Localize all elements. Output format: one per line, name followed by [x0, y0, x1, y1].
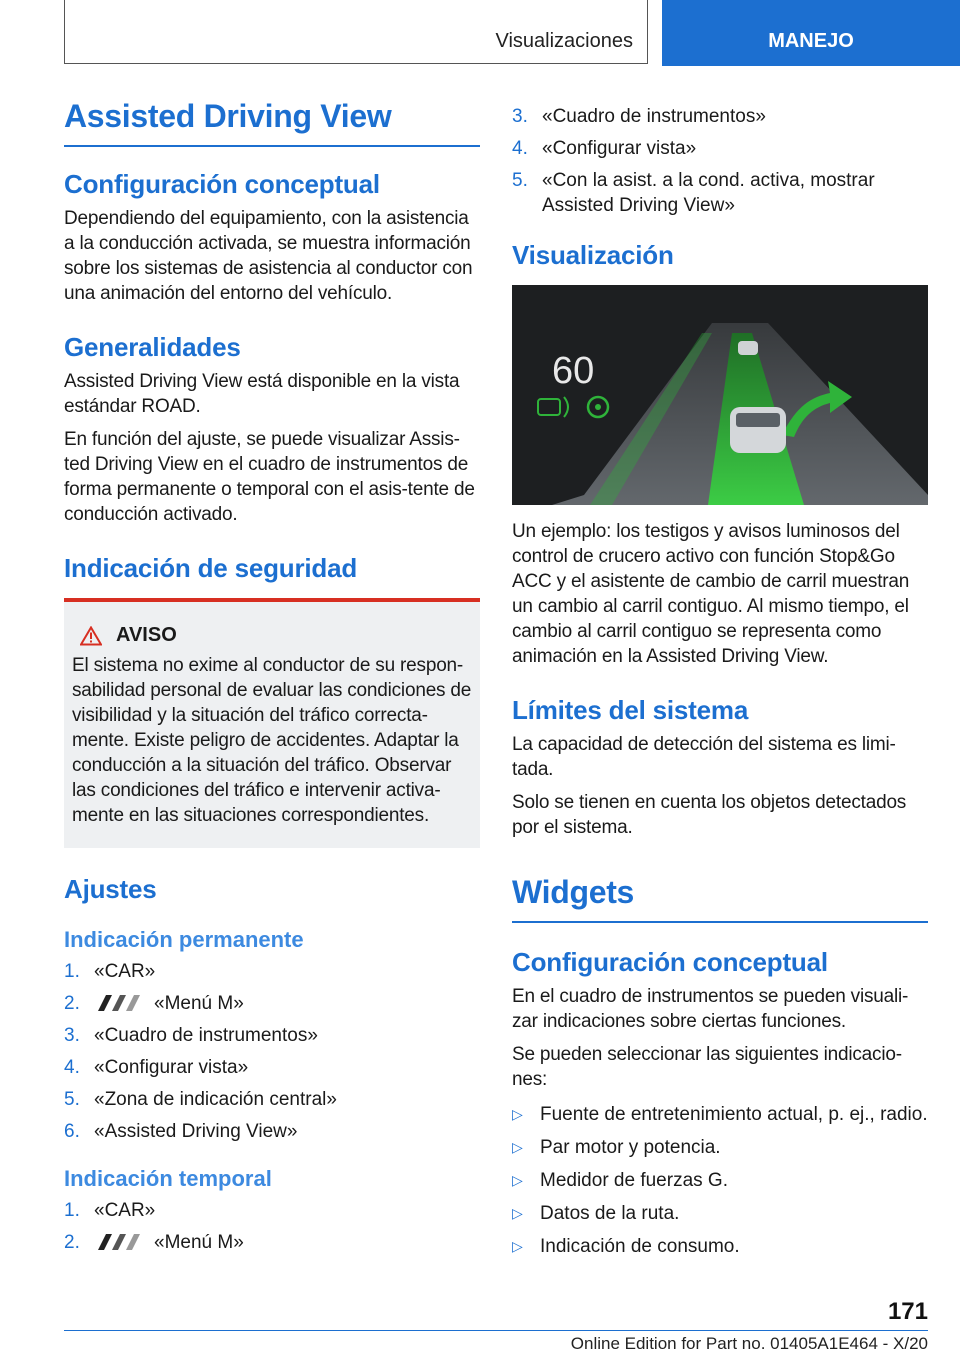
list-item: 2. «Menú M» [64, 1232, 244, 1253]
limits-paragraph-2: Solo se tienen en cuenta los objetos detectados por el sistema. [512, 792, 907, 838]
page-number: 171 [887, 1298, 928, 1325]
warning-box [64, 598, 480, 848]
list-item: 4. «Configurar vista» [512, 138, 697, 159]
list-item: 3. «Cuadro de instrumentos» [64, 1025, 318, 1046]
concept-heading: Configuración conceptual [64, 169, 380, 199]
cluster-illustration [512, 285, 928, 505]
widgets-paragraph-1: En el cuadro de instrumentos se pueden visuali-zar indicaciones sobre ciertas funciones. [512, 986, 909, 1032]
concept-text: Dependiendo del equipamiento, con la asistencia a la conducción activada, se muestra información sobre los sistemas de asistencia al conductor con una animación del entorno del vehículo. [64, 208, 473, 304]
section-tab [64, 0, 648, 64]
permanent-heading: Indicación permanente [64, 927, 304, 952]
chapter-tab: MANEJO [662, 0, 960, 66]
list-item: 4. «Configurar vista» [64, 1057, 249, 1078]
edition-text: Online Edition for Part no. 01405A1E464 - X/20 [570, 1334, 928, 1353]
widgets-title: Widgets [512, 874, 928, 923]
list-item: 1. «CAR» [64, 1200, 156, 1221]
section-title: Visualizaciones [495, 30, 633, 52]
page-title: Assisted Driving View [64, 98, 480, 147]
limits-heading: Límites del sistema [512, 695, 749, 725]
list-item: ▷ Par motor y potencia. [512, 1137, 721, 1158]
display-text: Un ejemplo: los testigos y avisos luminosos del control de crucero activo con función Stop&Go ACC y el asistente de cambio de carril muestran un cambio al carril contiguo. Al mismo tiempo, el cambio al carril contiguo se representa como animación en la Assisted Driving View. [512, 521, 910, 667]
temporal-heading: Indicación temporal [64, 1166, 272, 1191]
general-paragraph-1: Assisted Driving View está disponible en la vista estándar ROAD. [64, 371, 460, 417]
warning-triangle-icon [80, 626, 102, 646]
list-item: 5. «Con la asist. a la cond. activa, mostrar Assisted Driving View» [512, 170, 875, 216]
list-item: ▷ Indicación de consumo. [512, 1236, 740, 1257]
warning-text: El sistema no exime al conductor de su respon-sabilidad personal de evaluar las condiciones de visibilidad y la situación del tráfico correcta-mente. Existe peligro de accidentes. Adaptar la conducción a la situación del tráfico. Observar las condiciones del tráfico e intervenir activa-mente en las situaciones correspondientes. [72, 655, 472, 826]
list-item: 2. «Menú M» [64, 993, 244, 1014]
left-column [64, 98, 480, 1262]
list-item: ▷ Medidor de fuerzas G. [512, 1170, 728, 1191]
speed-readout: 60 [552, 350, 595, 392]
display-heading: Visualización [512, 240, 674, 270]
bullet-triangle-icon: ▷ [512, 1238, 523, 1254]
temporal-steps-continued [512, 104, 928, 218]
list-item: 3. «Cuadro de instrumentos» [512, 106, 766, 127]
general-heading: Generalidades [64, 332, 241, 362]
list-item: 5. «Zona de indicación central» [64, 1089, 337, 1110]
right-column [512, 104, 928, 1267]
limits-paragraph-1: La capacidad de detección del sistema es limi-tada. [512, 734, 896, 780]
temporal-steps [64, 1198, 480, 1255]
assisted-driving-view-image [512, 285, 928, 505]
bullet-triangle-icon: ▷ [512, 1205, 523, 1221]
m-menu-icon [94, 994, 146, 1012]
m-menu-icon [94, 1233, 146, 1251]
bullet-triangle-icon: ▷ [512, 1106, 523, 1122]
general-paragraph-2: En función del ajuste, se puede visualizar Assis-ted Driving View en el cuadro de instrumentos de forma permanente o temporal con el asis-tente de conducción activado. [64, 429, 475, 525]
widgets-paragraph-2: Se pueden seleccionar las siguientes indicacio-nes: [512, 1044, 902, 1090]
safety-heading: Indicación de seguridad [64, 553, 358, 583]
list-item: 6. «Assisted Driving View» [64, 1121, 298, 1142]
bullet-triangle-icon: ▷ [512, 1172, 523, 1188]
list-item: ▷ Datos de la ruta. [512, 1203, 680, 1224]
page-header [0, 0, 960, 66]
list-item: ▷ Fuente de entretenimiento actual, p. ej., radio. [512, 1104, 928, 1125]
footer-divider [64, 1330, 928, 1331]
list-item: 1. «CAR» [64, 961, 156, 982]
widgets-concept-heading: Configuración conceptual [512, 947, 828, 977]
permanent-steps [64, 959, 480, 1144]
settings-heading: Ajustes [64, 874, 157, 904]
warning-header [72, 624, 472, 647]
widgets-list [512, 1102, 928, 1259]
bullet-triangle-icon: ▷ [512, 1139, 523, 1155]
warning-title: AVISO [116, 624, 177, 646]
